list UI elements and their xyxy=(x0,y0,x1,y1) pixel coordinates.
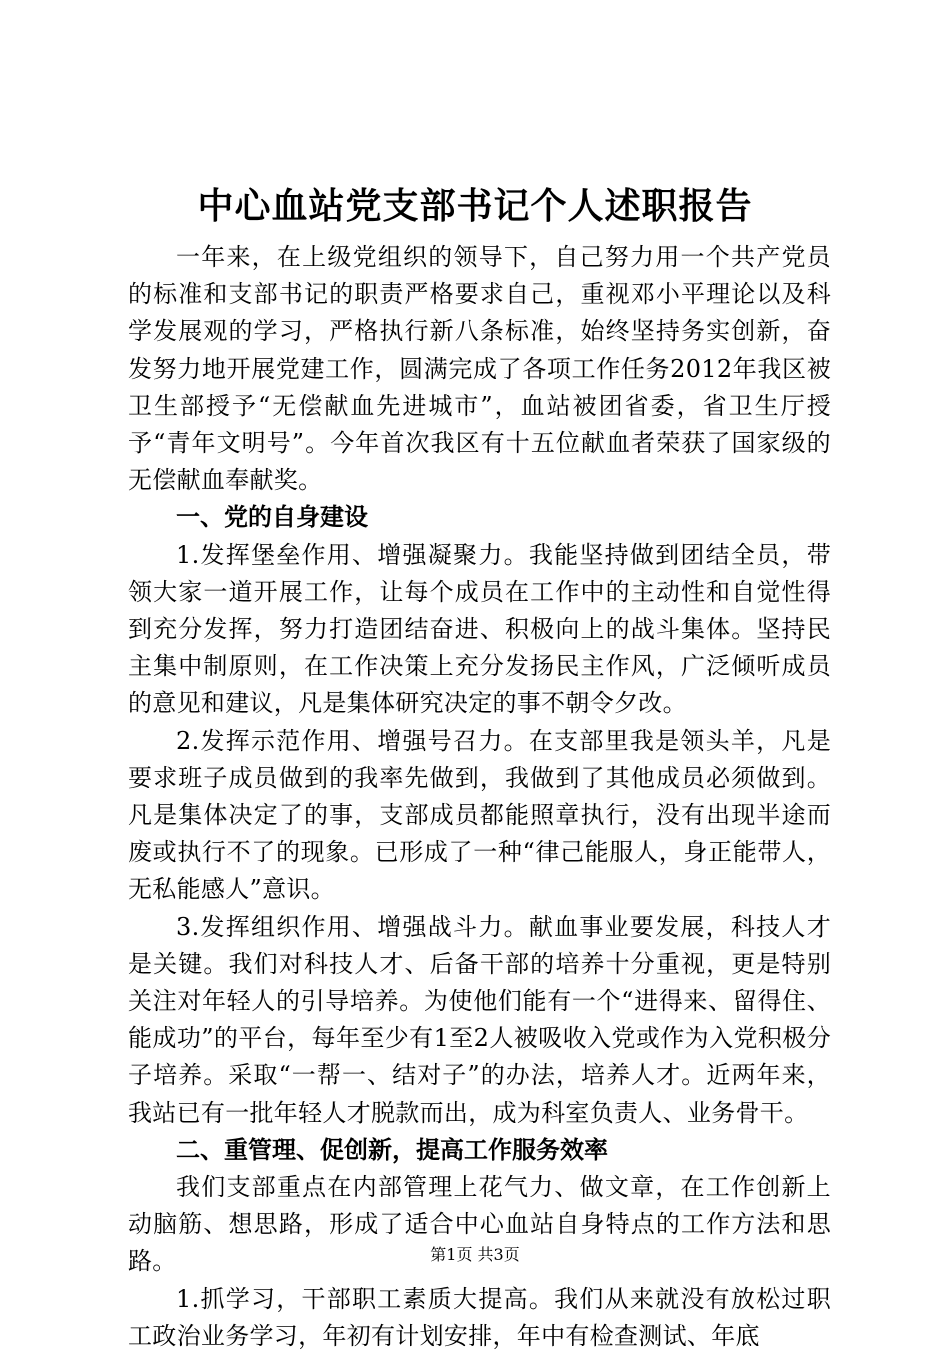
paragraph-2-1: 1.抓学习，干部职工素质大提高。我们从来就没有放松过职工政治业务学习，年初有计划安排，年中有检查测试、年底 xyxy=(128,1284,831,1350)
paragraph-2-intro: 我们支部重点在内部管理上花气力、做文章，在工作创新上动脑筋、想思路，形成了适合中心血站自身特点的工作方法和思路。 xyxy=(128,1173,831,1276)
section-heading-1: 一、党的自身建设 xyxy=(176,503,368,532)
page-footer: 第1页 共3页 xyxy=(430,1245,520,1264)
paragraph-intro: 一年来，在上级党组织的领导下，自己努力用一个共产党员的标准和支部书记的职责严格要求自己，重视邓小平理论以及科学发展观的学习，严格执行新八条标准，始终坚持务实创新，奋发努力地开展党建工作，圆满完成了各项工作任务2012年我区被卫生部授予“无偿献血先进城市”，血站被团省委，省卫生厅授予“青年文明号”。今年首次我区有十五位献血者荣获了国家级的无偿献血奉献奖。 xyxy=(128,243,831,495)
paragraph-1-1: 1.发挥堡垒作用、增强凝聚力。我能坚持做到团结全员，带领大家一道开展工作，让每个成员在工作中的主动性和自觉性得到充分发挥，努力打造团结奋进、积极向上的战斗集体。坚持民主集中制原则，在工作决策上充分发扬民主作风，广泛倾听成员的意见和建议，凡是集体研究决定的事不朝令夕改。 xyxy=(128,540,831,718)
document-title: 中心血站党支部书记个人述职报告 xyxy=(197,186,753,227)
document-body xyxy=(128,239,831,1355)
paragraph-1-3: 3.发挥组织作用、增强战斗力。献血事业要发展，科技人才是关键。我们对科技人才、后备干部的培养十分重视，更是特别关注对年轻人的引导培养。为使他们能有一个“进得来、留得住、能成功”的平台，每年至少有1至2人被吸收入党或作为入党积极分子培养。采取“一帮一、结对子”的办法，培养人才。近两年来，我站已有一批年轻人才脱款而出，成为科室负责人、业务骨干。 xyxy=(128,912,831,1127)
paragraph-1-2: 2.发挥示范作用、增强号召力。在支部里我是领头羊，凡是要求班子成员做到的我率先做到，我做到了其他成员必须做到。凡是集体决定了的事，支部成员都能照章执行，没有出现半途而废或执行不了的现象。已形成了一种“律己能服人，身正能带人，无私能感人”意识。 xyxy=(128,726,831,904)
section-heading-2: 二、重管理、促创新，提高工作服务效率 xyxy=(176,1135,608,1164)
